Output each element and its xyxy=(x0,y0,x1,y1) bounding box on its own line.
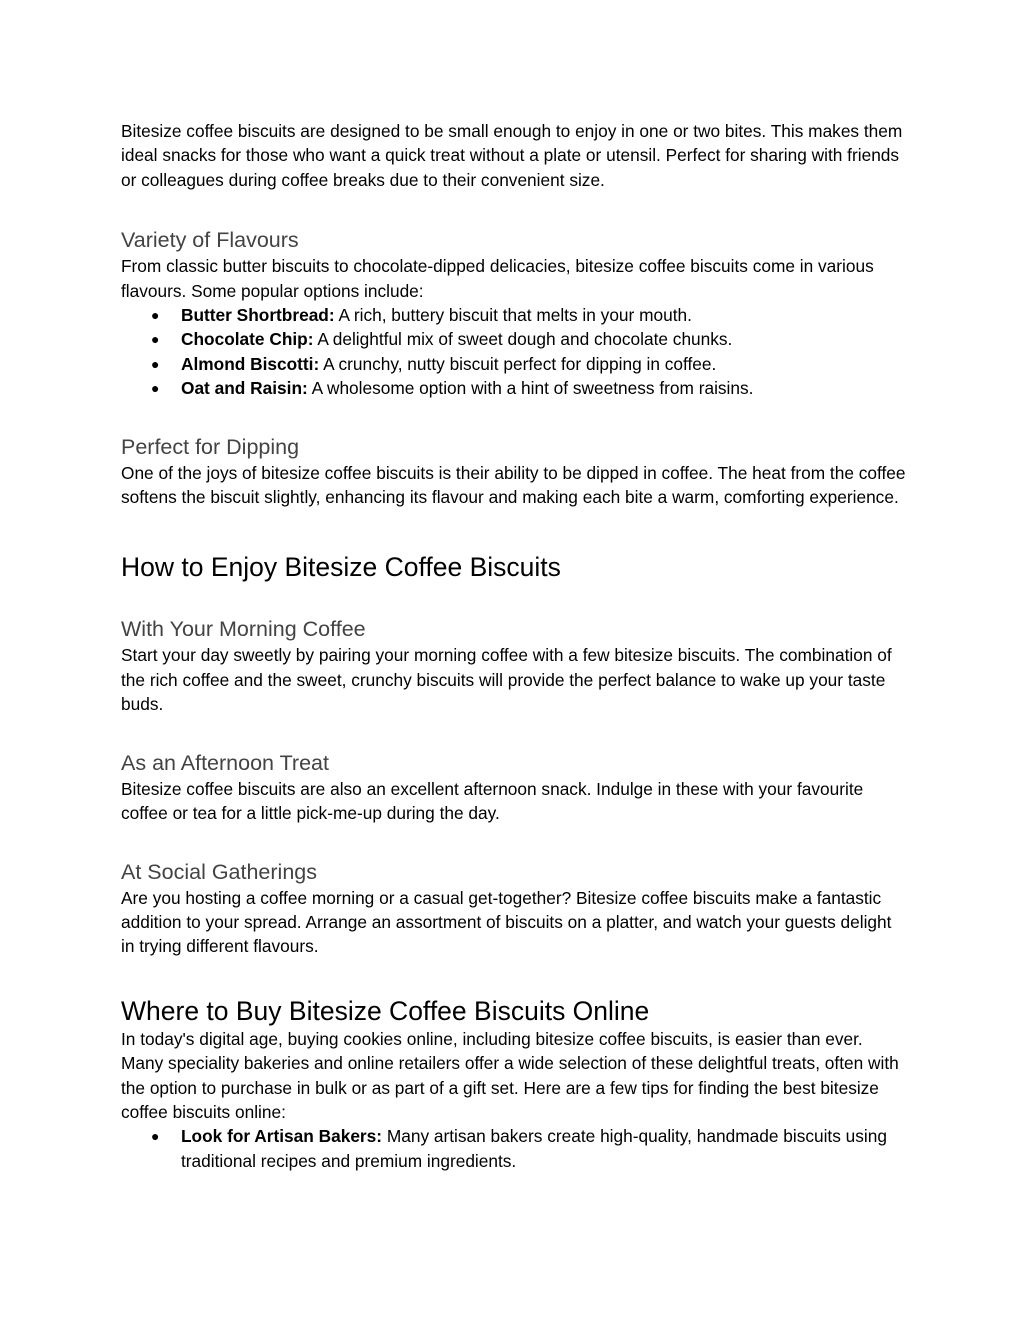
bullet-icon: ● xyxy=(151,355,160,372)
variety-heading: Variety of Flavours xyxy=(121,228,299,253)
document-page xyxy=(121,119,906,1173)
variety-paragraph: From classic butter biscuits to chocolate-dipped delicacies, bitesize coffee biscuits come in various flavours. Some popular options include: xyxy=(121,256,874,301)
flavour-list xyxy=(121,303,906,401)
list-item-term: Oat and Raisin: xyxy=(181,378,308,399)
list-item-desc: Many artisan bakers create high-quality, handmade biscuits using traditional recipes and premium ingredients. xyxy=(181,1126,887,1171)
list-item xyxy=(121,327,906,351)
buy-heading: Where to Buy Bitesize Coffee Biscuits Online xyxy=(121,995,650,1026)
list-item-term: Look for Artisan Bakers: xyxy=(181,1126,383,1147)
bullet-icon: ● xyxy=(151,307,160,324)
afternoon-heading: As an Afternoon Treat xyxy=(121,750,329,775)
list-item xyxy=(121,352,906,376)
list-item-term: Chocolate Chip: xyxy=(181,329,314,350)
list-item-desc: A wholesome option with a hint of sweetness from raisins. xyxy=(307,378,754,399)
tips-list xyxy=(121,1124,906,1173)
enjoy-heading: How to Enjoy Bitesize Coffee Biscuits xyxy=(121,552,561,583)
list-item-desc: A crunchy, nutty biscuit perfect for dipping in coffee. xyxy=(319,353,717,374)
morning-heading: With Your Morning Coffee xyxy=(121,617,366,642)
bullet-icon: ● xyxy=(151,380,160,397)
dipping-paragraph: One of the joys of bitesize coffee biscuits is their ability to be dipped in coffee. The heat from the coffee softens the biscuit slightly, enhancing its flavour and making each bite a warm, comforting experience. xyxy=(121,462,906,508)
bullet-icon: ● xyxy=(151,331,160,348)
list-item xyxy=(121,1124,906,1173)
list-item xyxy=(121,376,906,400)
list-item-desc: A rich, buttery biscuit that melts in your mouth. xyxy=(334,305,692,326)
dipping-heading: Perfect for Dipping xyxy=(121,434,300,459)
social-paragraph: Are you hosting a coffee morning or a casual get-together? Bitesize coffee biscuits make a fantastic addition to your spread. Arrange an assortment of biscuits on a platter, and watch your guests delight in trying different flavours. xyxy=(121,887,892,957)
intro-paragraph: Bitesize coffee biscuits are designed to be small enough to enjoy in one or two bites. This makes them ideal snacks for those who want a quick treat without a plate or utensil. Perfect for sharing with friends or colleagues during coffee breaks due to their convenient size. xyxy=(121,121,903,190)
bullet-icon: ● xyxy=(151,1128,160,1145)
buy-paragraph: In today's digital age, buying cookies online, including bitesize coffee biscuits, is easier than ever. Many speciality bakeries and online retailers offer a wide selection of these delightful treats, often with the option to purchase in bulk or as part of a gift set. Here are a few tips for finding the best bitesize coffee biscuits online: xyxy=(121,1028,899,1122)
list-item-term: Butter Shortbread: xyxy=(181,305,335,326)
social-heading: At Social Gatherings xyxy=(121,859,317,884)
morning-paragraph: Start your day sweetly by pairing your morning coffee with a few bitesize biscuits. The combination of the rich coffee and the sweet, crunchy biscuits will provide the perfect balance to wake up your taste buds. xyxy=(121,645,892,715)
list-item xyxy=(121,303,906,327)
list-item-term: Almond Biscotti: xyxy=(181,353,320,374)
afternoon-paragraph: Bitesize coffee biscuits are also an excellent afternoon snack. Indulge in these with your favourite coffee or tea for a little pick-me-up during the day. xyxy=(121,778,864,824)
list-item-desc: A delightful mix of sweet dough and chocolate chunks. xyxy=(313,329,733,350)
